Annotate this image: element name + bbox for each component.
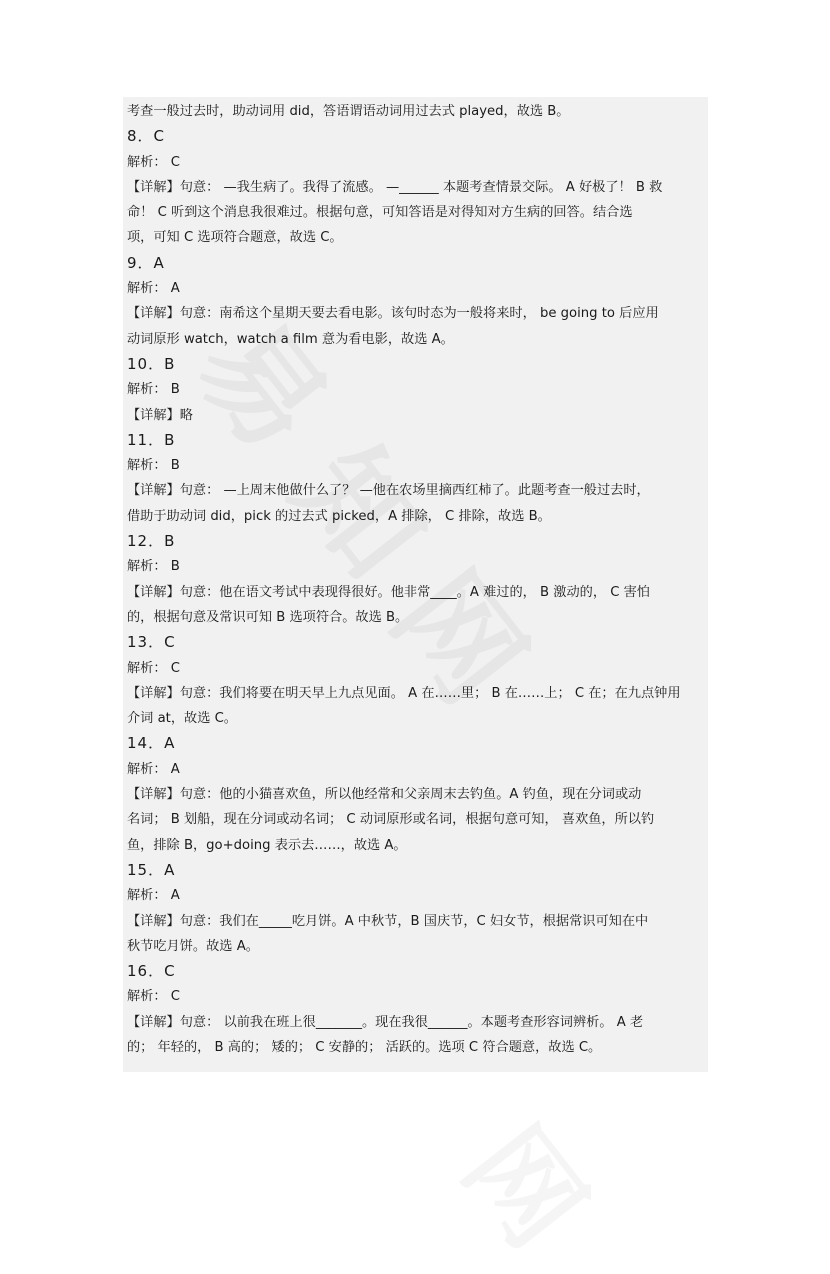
- explanation-line: 解析： B: [127, 382, 180, 398]
- explanation-line: 解析： C: [127, 154, 180, 170]
- watermark-bottom: [435, 1090, 627, 1274]
- explanation-line: 解析： C: [127, 660, 180, 676]
- explanation-line: 【详解】句意： —我生病了。我得了流感。 —______ 本题考查情景交际。 A 好极了！ B 救: [127, 179, 663, 195]
- explanation-line: 解析： B: [127, 458, 180, 474]
- question-number: 16．C: [127, 962, 176, 981]
- question-number: 15．A: [127, 860, 176, 879]
- explanation-line: 动词原形 watch，watch a film 意为看电影，故选 A。: [127, 331, 454, 347]
- explanation-line: 介词 at，故选 C。: [127, 711, 237, 727]
- question-number: 11．B: [127, 430, 176, 449]
- explanation-line: 鱼，排除 B，go+doing 表示去……，故选 A。: [127, 837, 407, 853]
- explanation-line: 【详解】句意：我们在_____吃月饼。A 中秋节，B 国庆节，C 妇女节，根据常识可知在中: [127, 913, 649, 929]
- question-number: 13．C: [127, 633, 176, 652]
- explanation-line: 解析： B: [127, 559, 180, 575]
- explanation-line: 项，可知 C 选项符合题意，故选 C。: [127, 230, 343, 246]
- question-number: 10．B: [127, 354, 176, 373]
- explanation-line: 【详解】略: [127, 407, 193, 423]
- explanation-line: 秋节吃月饼。故选 A。: [127, 938, 259, 954]
- explanation-line: 命！ C 听到这个消息我很难过。根据句意，可知答语是对得知对方生病的回答。结合选: [127, 205, 633, 221]
- question-number: 9．A: [127, 253, 165, 272]
- answer-content: [127, 99, 707, 1060]
- explanation-line: 【详解】句意：他在语文考试中表现得很好。他非常____。A 难过的， B 激动的， C 害怕: [127, 584, 650, 600]
- explanation-line: 借助于助动词 did，pick 的过去式 picked，A 排除， C 排除，故选 B。: [127, 508, 551, 524]
- question-number: 14．A: [127, 734, 176, 753]
- explanation-line: 【详解】句意： 以前我在班上很_______。现在我很______。本题考查形容词辨析。 A 老: [127, 1014, 644, 1030]
- explanation-line: 解析： A: [127, 888, 180, 904]
- question-number: 8．C: [127, 127, 166, 146]
- explanation-line: 解析： C: [127, 989, 180, 1005]
- question-number: 12．B: [127, 532, 176, 551]
- explanation-line: 的，根据句意及常识可知 B 选项符合。故选 B。: [127, 609, 409, 625]
- explanation-line: 的； 年轻的， B 高的； 矮的； C 安静的； 活跃的。选项 C 符合题意，故选 C。: [127, 1039, 602, 1055]
- explanation-line: 名词； B 划船，现在分词或动名词； C 动词原形或名词，根据句意可知， 喜欢鱼，所以钓: [127, 812, 655, 828]
- explanation-line: 【详解】句意：我们将要在明天早上九点见面。 A 在……里； B 在……上； C 在；在九点钟用: [127, 685, 681, 701]
- explanation-line: 考查一般过去时，助动词用 did，答语谓语动词用过去式 played，故选 B。: [127, 104, 570, 119]
- explanation-line: 解析： A: [127, 281, 180, 297]
- explanation-line: 【详解】句意： —上周末他做什么了？ —他在农场里摘西红柿了。此题考查一般过去时，: [127, 483, 650, 499]
- explanation-line: 【详解】句意：南希这个星期天要去看电影。该句时态为一般将来时， be going to 后应用: [127, 306, 659, 322]
- explanation-line: 【详解】句意：他的小猫喜欢鱼，所以他经常和父亲周末去钓鱼。A 钓鱼，现在分词或动: [127, 787, 642, 803]
- explanation-line: 解析： A: [127, 761, 180, 777]
